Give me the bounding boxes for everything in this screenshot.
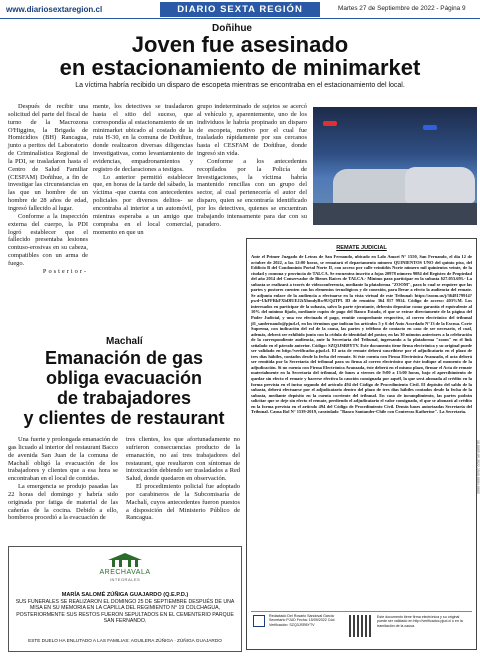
funeral-home-logo-text: ARECHAVALA: [99, 569, 151, 576]
article1-column-1: [8, 103, 88, 276]
verification-text: Este documento tiene firma electrónica y su original puede ser validado en http://verificadoc.pjud.cl o en la tramitación de la causa.: [377, 615, 463, 628]
paragraph: grupo indeterminado de sujetos se acercó al vehículo y, aparentemente, uno de los individuos le habría propinado un disparo de escopeta, motivo por el cual fue trasladado rápidamente por sus cercanos hasta el CESFAM de Doñihue, donde ingresó sin vida.: [197, 103, 307, 158]
ground-shape: [313, 203, 477, 225]
article1-column-2: [93, 103, 193, 236]
paragraph: Posterior-: [42, 267, 88, 275]
article2-column-1: [8, 436, 118, 522]
article2-title-line4: y clientes de restaurant: [23, 408, 225, 428]
arechavala-logo-icon: [105, 552, 145, 568]
page-header: [0, 0, 480, 20]
notice-signature-block: [251, 611, 472, 644]
crime-scene-photo: [313, 107, 477, 225]
funeral-home-sub: INTEGRALES: [109, 577, 141, 582]
judicial-auction-notice: [246, 238, 477, 650]
notice-body: Ante el Primer Juzgado de Letras de San Fernando, ubicado en Lalo Amori N° 1550, San Fernando, el día 12 de octubre de 2022, a las 12:00 horas, se rematará el departamento número QUINIENTOS UNO del quinto piso, del Edificio B del Condominio Portal Norte II, con acceso por calle veintidós Norte número mil quinientos veinte, de la ciudad y comuna y provincia de TALCA. Se encuentra inscrito a fojas 20978 número 9084 del Registro de Propiedad del año 2014 del Conservador de Bienes Raíces de TALCA.- Mínimo para participar en la subasta $27.053.693.- La subasta se realizará a través de videoconferencia, mediante la plataforma "ZOOM", para lo cual se requiere que las partes y postores cuenten con los elementos tecnológicos y de conexión, para llevar a efecto la audiencia del remate. Se adjunta enlace de la audiencia a efectuarse en la vista virtual de este Tribunal: https://zoom.us/j/3648179914?pwd=UkFFRkFXbDlUEJ2tXbmdyRw9UQ4TPl. ID de reunión: 364 817 9914. Código de acceso: 403%M. Los interesados en participar de la subasta, salvo la parte ejecutante, deberán depositar como garantía el equivalente al 10% del mínimo fijado, mediante cupón de pago del Banco Estado, el que se extrae directamente de la página del Poder Judicial, y una vez efectuado el pago, remitir comprobante respectivo, al correo electrónico del tribunal jl1_sanfernando@pjud.cl, en los términos que indican los artículos 5 y 6 del Auto Acordado N°13 de la Excma. Corte Suprema, con indicación del rol de la causa, las partes y teléfono de contacto en caso de ser necesario, el cual, además, deberá ser exhibido junto con la cédula de identidad del postor, en las 30 minutos anteriores a la celebración de la correspondiente audiencia, ante la Secretaria del Tribunal, ingresando a la plataforma "zoom" en el link señalado en el párrafo anterior. Código: SZQ3JSR8YTV. Este documento tiene firma electrónica y su original puede ser validado en http://verificadoc.pjud.cl. El acta de remate deberá suscribirse por el adjudicatario en el plazo de tres días hábiles, contados desde la fecha del remate. Si éste cuenta con Firma Electrónica Avanzada, el acta deberá ser remitida por la Secretaria del tribunal para su firma al correo electrónico que éste indique al momento de la adjudicación. Si no cuenta con Firma Electrónica Avanzada, éste deberá en el mismo plazo, firmar el Acta de remate materialmente en la Secretaría del tribunal, de lunes a viernes de 9:00 a 13:00 horas, bajo el apercibimiento de quedar sin efecto el remate y hacerse efectiva la caución consignada por aquél, la que será abonada al crédito en la forma prevista en el inciso segundo del artículo 494 del Código de Procedimiento Civil. El depósito del saldo de la subasta, deberá efectuarse por el adjudicatario dentro del plazo de tres días hábiles contados desde la fecha de la subasta, mediante depósito en la cuenta corriente del tribunal. En caso de incumplimiento, las partes podrán solicitar que se deje sin efecto el remate, perdiendo el adjudicatario el valor consignado, el que se abonará al crédito en la forma prevista en el artículo 494 del Código de Procedimiento Civil. Demás bases autorizadas Secretaría del Tribunal. Causa Rol N° 1539-2019, caratulado "Banco Santander-Chile con Contreras Katherine". La Secretaria.: [251, 254, 472, 415]
paragraph: El procedimiento policial fue adoptado por carabineros de la Subcomisaría de Machalí, cuyos antecedentes fueron puestos a disposición del Ministerio Público de Rancagua.: [126, 483, 240, 522]
article1-column-3: [197, 103, 307, 229]
article2-column-2: [126, 436, 240, 522]
issue-date: Martes 27 de Septiembre de 2022 - Página 9: [338, 5, 466, 12]
obituary-footer: ESTE DUELO HA ENLUTADO A LAS FAMILIAS: AGUILERA ZÚÑIGA · ZÚÑIGA GUAJARDO: [28, 638, 222, 643]
funeral-home-name: [9, 569, 241, 583]
police-light-blue: [423, 125, 437, 130]
paragraph: La emergencia se produjo pasadas las 22 horas del domingo y habría sido originada por fatiga de material de las cañerías de la cocina. Debido a ello, bomberos procedió a la evacuación de: [8, 483, 118, 522]
article2-title-line3: de trabajadores: [56, 388, 192, 408]
article2-title-line1: Emanación de gas: [44, 348, 204, 368]
site-url: www.diariosextaregion.cl: [6, 5, 103, 14]
pjud-logo-icon: [253, 615, 265, 627]
article1-title-line1: Joven fue asesinado: [131, 32, 349, 57]
article1-subtitle: La víctima habría recibido un disparo de escopeta mientras se encontraba en el estacionamiento del local.: [75, 82, 405, 89]
article1-kicker: Doñihue: [212, 23, 252, 34]
side-code: 10-0009-09-2022-1540-0004-0003: [476, 440, 480, 494]
notice-title: REMATE JUDICIAL: [336, 245, 387, 251]
signature-text: Redactado Del Rosario Sandoval Garcia Secretario PJUD Fecha: 15/09/2022 Cód. Verificación: SZQ3JSR8YTV: [269, 614, 336, 627]
article2-title-line2: obliga evacuación: [45, 368, 203, 388]
paragraph: tres clientes, los que afortunadamente no sufrieron consecuencias producto de la emanación, no así tres trabajadores del restaurant, que resultaron con síntomas de intoxicación debiendo ser trasladados a Red Salud, donde quedaron en observación.: [126, 436, 240, 483]
qr-code-icon: [349, 615, 371, 637]
obituary-body: SUS FUNERALES SE REALIZARON EL DOMINGO 25 DE SEPTIEMBRE DESPUÉS DE UNA MISA EN SU MEMORIA EN LA CAPILLA DEL REGIMIENTO N° 19 COLCHAGUA, POSTERIORMENTE SUS RESTOS FUERON SEPULTADOS EN EL CEMENTERIO PARQUE SAN FERNANDO.: [15, 598, 235, 624]
header-rule: [0, 18, 480, 19]
obituary-text: [13, 592, 237, 625]
paragraph: Después de recibir una solicitud del parte del fiscal de turno de la Macrozona O'Higgins, la Brigada de Homicidios (BH) Rancagua, junto a peritos del Laboratorio de Criminalística Regional de la PDI, se trasladaron hasta el Centro de Salud Familiar (CESFAM) Doñihue, a fin de investigar las circunstancias en las que un hombre de un hombre de 28 años de edad, ingresó fallecido al lugar.: [8, 103, 88, 212]
deceased-name: MARÍA SALOMÉ ZÚÑIGA GUAJARDO (Q.E.P.D.): [61, 592, 189, 598]
article2-kicker: Machalí: [106, 336, 143, 347]
police-light-red: [323, 121, 337, 126]
paragraph: Una fuerte y prolongada emanación de gas licuado al interior del restaurant Bacco de avenida San Juan de la comuna de Machalí obligó la evacuación de los trabajadores y clientes que a esa hora se encontraban en el local de comidas.: [8, 436, 118, 483]
newspaper-banner: DIARIO SEXTA REGIÓN: [160, 2, 320, 17]
obituary-notice: [8, 546, 242, 652]
paragraph: Conforme a los antecedentes recopilados por la Policía de Investigaciones, la víctima habría mantenido rencillas con un grupo del sector, al cual pertenecería el autor del disparo, quien se encontraría identificado por los detectives, quienes se encuentran trabajando intensamente para dar con su paradero.: [197, 157, 307, 228]
paragraph: Lo anterior permitió establecer que, en horas de la tarde del sábado, la víctima -que cuenta con antecedentes policiales por diversos delitos- se encontraba al interior a un automóvil, mientras esperaba a un amigo que compraba en el local comercial, momento en que un: [93, 173, 193, 236]
paragraph: Conforme a la inspección externa del cuerpo, la PDI logró establecer que el fallecido presentaba lesiones contuso-erosivas en su cabeza, compatibles con un arma de fuego.: [8, 212, 88, 267]
article1-title-line2: en estacionamiento de minimarket: [59, 55, 421, 80]
paragraph: mente, los detectives se trasladaron hasta el sitio del suceso, que correspondía al estacionamiento de un minimarket ubicado al costado de la ruta H-30, en la comuna de Doñihue, donde realizaron diversas diligencias investigativas, como levantamiento de evidencias, empadronamientos y registro de declaraciones a testigos.: [93, 103, 193, 173]
vehicle-shape: [405, 167, 475, 203]
